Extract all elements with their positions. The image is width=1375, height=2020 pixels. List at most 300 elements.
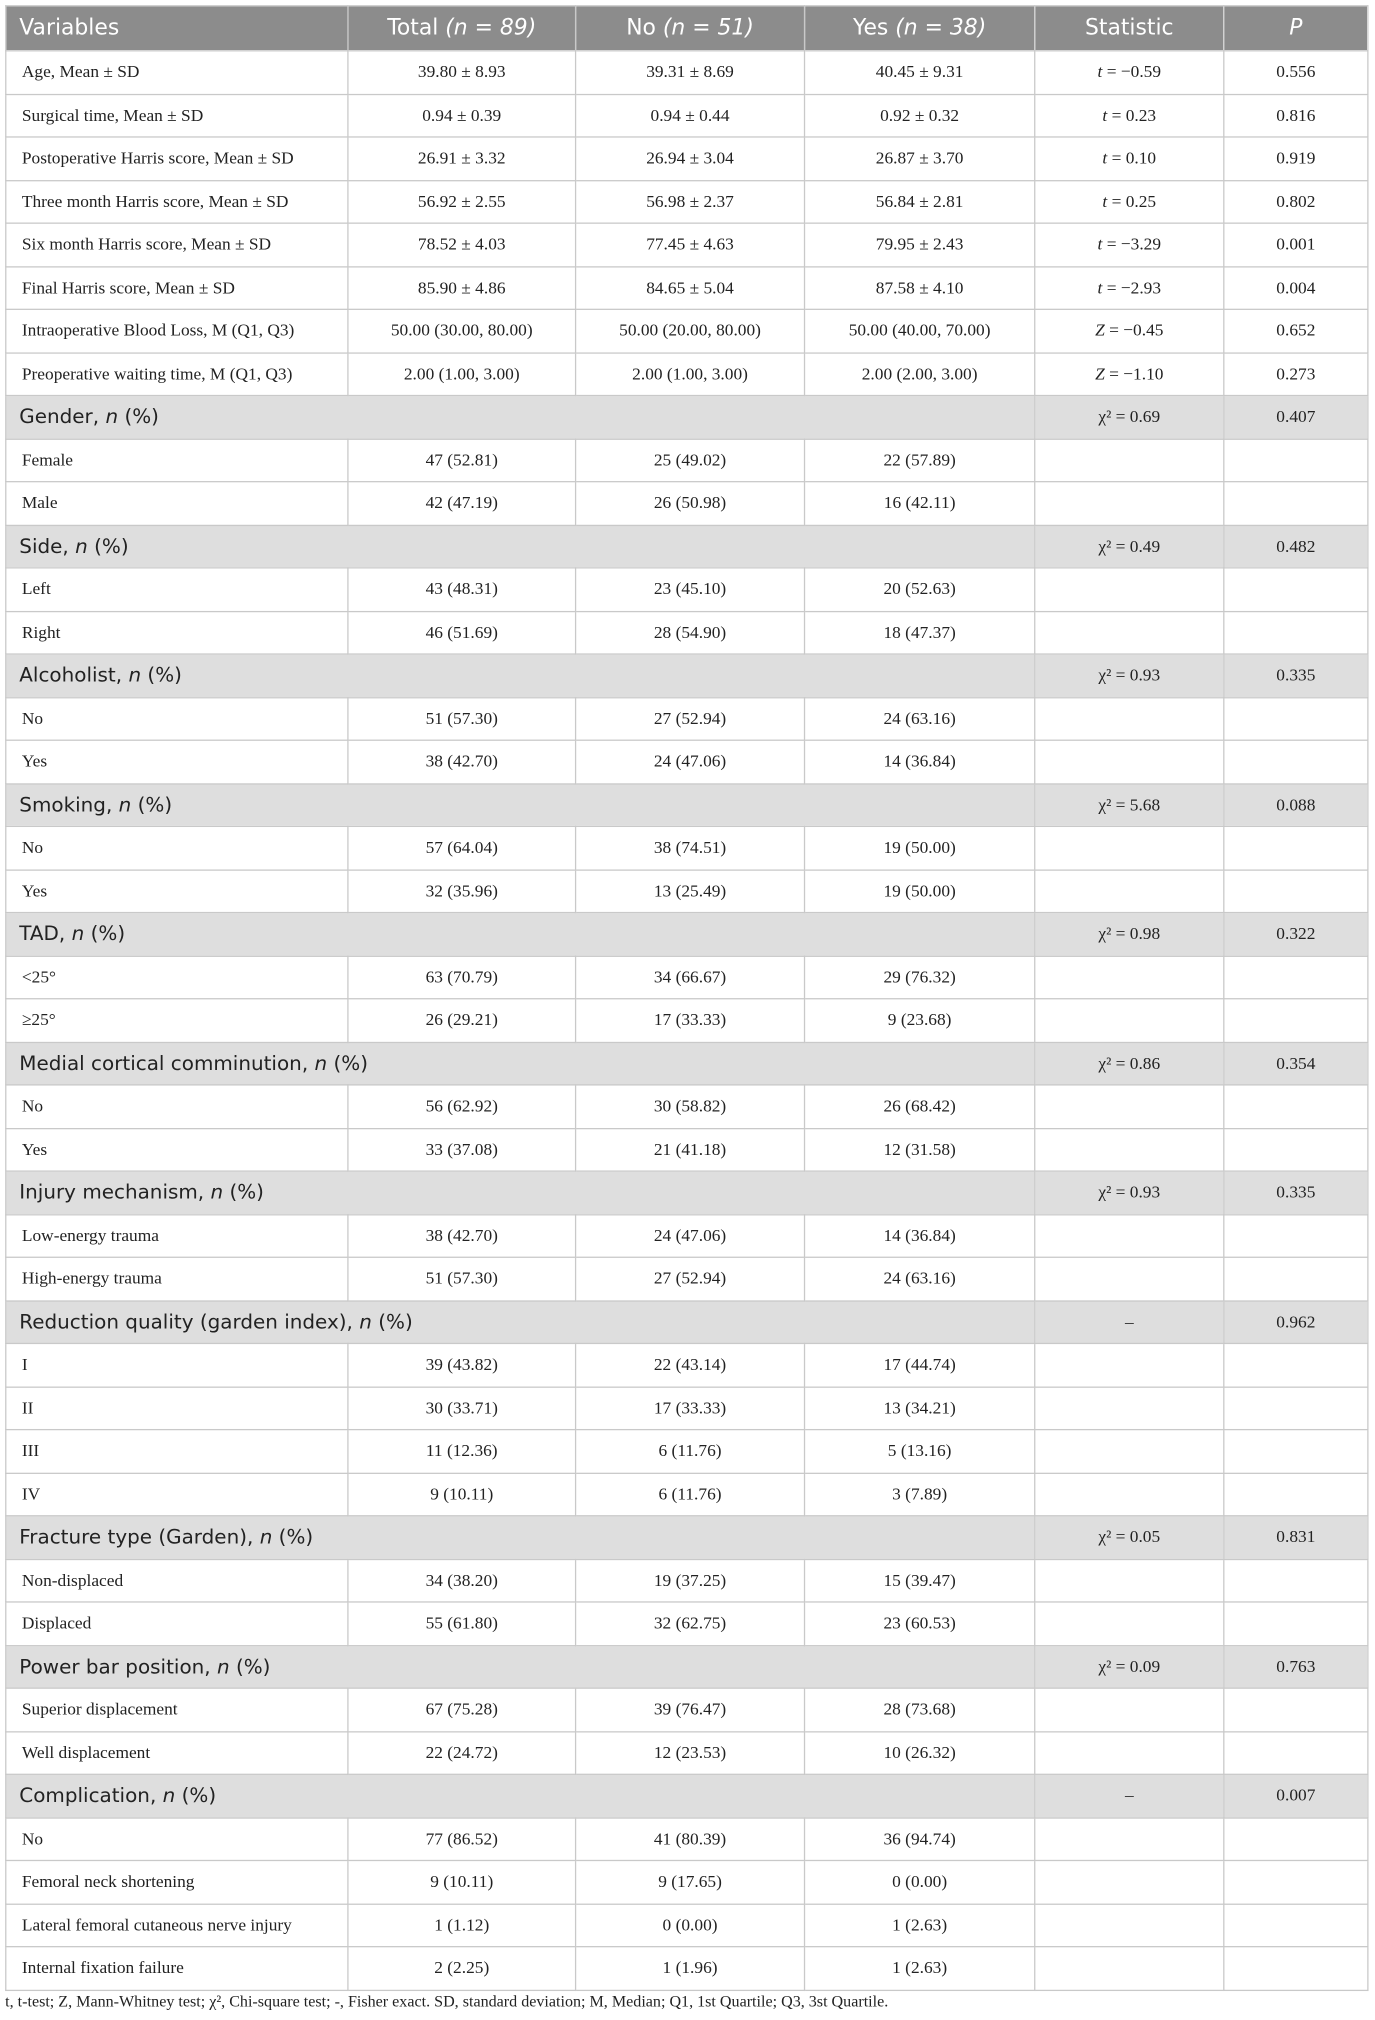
group-row (6, 396, 1368, 439)
group-suffix: (%) (94, 534, 129, 558)
p-empty (1224, 999, 1368, 1042)
yes-value: 13 (34.21) (805, 1387, 1035, 1430)
yes-value: 87.58 ± 4.10 (805, 266, 1035, 309)
variable-label: Three month Harris score, Mean ± SD (6, 180, 348, 223)
group-separator: , (247, 1525, 260, 1549)
yes-value: 26.87 ± 3.70 (805, 137, 1035, 180)
table-row (6, 1602, 1368, 1645)
p-empty (1224, 568, 1368, 611)
variable-label: Final Harris score, Mean ± SD (6, 266, 348, 309)
variable-label: Postoperative Harris score, Mean ± SD (6, 137, 348, 180)
total-value: 51 (57.30) (348, 697, 576, 740)
category-label: Female (6, 439, 348, 482)
total-value: 9 (10.11) (348, 1473, 576, 1516)
group-suffix: (%) (90, 922, 126, 946)
p-empty (1224, 1559, 1368, 1602)
table-row (6, 1128, 1368, 1171)
group-title: Smoking (19, 793, 106, 817)
group-statistic: χ² = 0.98 (1035, 913, 1224, 956)
table-row (6, 697, 1368, 740)
category-label: No (6, 1085, 348, 1128)
total-value: 22 (24.72) (348, 1731, 576, 1774)
group-label (6, 1171, 1035, 1214)
category-label: Yes (6, 740, 348, 783)
p-value: 0.004 (1224, 266, 1368, 309)
group-title: Power bar position (19, 1655, 205, 1679)
category-label: No (6, 697, 348, 740)
p-empty (1224, 1860, 1368, 1903)
statistic-number: = 0.23 (1107, 105, 1157, 125)
no-value: 21 (41.18) (576, 1128, 805, 1171)
table-row (6, 1817, 1368, 1860)
category-label: Displaced (6, 1602, 348, 1645)
statistic-empty (1035, 1387, 1224, 1430)
table-row (6, 568, 1368, 611)
footnote: t, t-test; Z, Mann-Whitney test; χ², Chi-square test; -, Fisher exact. SD, standard deviation; M, Median; Q1, 1st Quartile; Q3, 3st Quartile. (5, 1992, 889, 2011)
total-value: 51 (57.30) (348, 1257, 576, 1300)
total-value: 50.00 (30.00, 80.00) (348, 309, 576, 352)
no-value: 28 (54.90) (576, 611, 805, 654)
group-statistic: χ² = 0.09 (1035, 1645, 1224, 1688)
table-row (6, 352, 1368, 395)
statistic-value (1035, 137, 1224, 180)
group-statistic: χ² = 0.69 (1035, 396, 1224, 439)
no-value: 12 (23.53) (576, 1731, 805, 1774)
group-label (6, 1774, 1035, 1817)
group-suffix: (%) (378, 1310, 413, 1334)
group-separator: , (92, 405, 106, 429)
group-separator: , (301, 1051, 315, 1075)
statistic-empty (1035, 1860, 1224, 1903)
statistic-value (1035, 94, 1224, 137)
yes-value: 0.92 ± 0.32 (805, 94, 1035, 137)
yes-value: 79.95 ± 2.43 (805, 223, 1035, 266)
table-row (6, 51, 1368, 94)
table-row (6, 1257, 1368, 1300)
category-label: No (6, 826, 348, 869)
total-value: 1 (1.12) (348, 1904, 576, 1947)
group-title: Alcoholist (19, 664, 116, 688)
statistic-symbol: t (1102, 105, 1108, 125)
table-row (6, 956, 1368, 999)
group-p-value: 0.962 (1224, 1300, 1368, 1343)
category-label: High-energy trauma (6, 1257, 348, 1300)
group-label (6, 1042, 1035, 1085)
group-label (6, 783, 1035, 826)
total-value: 47 (52.81) (348, 439, 576, 482)
p-value: 0.802 (1224, 180, 1368, 223)
statistic-empty (1035, 1817, 1224, 1860)
statistic-symbol: Z (1095, 320, 1105, 340)
table-row (6, 1731, 1368, 1774)
yes-value: 15 (39.47) (805, 1559, 1035, 1602)
yes-value: 56.84 ± 2.81 (805, 180, 1035, 223)
yes-value: 24 (63.16) (805, 1257, 1035, 1300)
statistic-value (1035, 223, 1224, 266)
p-empty (1224, 956, 1368, 999)
no-value: 17 (33.33) (576, 999, 805, 1042)
statistic-empty (1035, 482, 1224, 525)
group-title: TAD (19, 922, 59, 946)
statistic-empty (1035, 1947, 1224, 1990)
table-row (6, 266, 1368, 309)
statistic-number: = −0.45 (1104, 320, 1164, 340)
table-row (6, 1904, 1368, 1947)
group-separator: , (105, 793, 119, 817)
group-separator: , (197, 1181, 211, 1205)
table-row (6, 611, 1368, 654)
yes-value: 0 (0.00) (805, 1860, 1035, 1903)
statistic-empty (1035, 697, 1224, 740)
total-value: 9 (10.11) (348, 1860, 576, 1903)
group-label (6, 1516, 1035, 1559)
variable-label: Age, Mean ± SD (6, 51, 348, 94)
group-separator: , (346, 1310, 360, 1334)
statistic-empty (1035, 1214, 1224, 1257)
no-value: 6 (11.76) (576, 1430, 805, 1473)
p-empty (1224, 1731, 1368, 1774)
no-value: 19 (37.25) (576, 1559, 805, 1602)
group-label (6, 1645, 1035, 1688)
no-value: 9 (17.65) (576, 1860, 805, 1903)
group-statistic: χ² = 0.93 (1035, 654, 1224, 697)
category-label: Left (6, 568, 348, 611)
total-value: 57 (64.04) (348, 826, 576, 869)
table-row (6, 1085, 1368, 1128)
statistic-number: = 0.10 (1107, 148, 1157, 168)
group-p-value: 0.088 (1224, 783, 1368, 826)
yes-value: 20 (52.63) (805, 568, 1035, 611)
statistic-empty (1035, 999, 1224, 1042)
category-label: Superior displacement (6, 1688, 348, 1731)
group-row (6, 654, 1368, 697)
table-row (6, 740, 1368, 783)
variable-label: Surgical time, Mean ± SD (6, 94, 348, 137)
statistic-empty (1035, 1559, 1224, 1602)
yes-value: 17 (44.74) (805, 1343, 1035, 1386)
p-empty (1224, 1343, 1368, 1386)
p-empty (1224, 1602, 1368, 1645)
group-statistic: χ² = 0.49 (1035, 525, 1224, 568)
yes-value: 24 (63.16) (805, 697, 1035, 740)
group-separator: , (115, 664, 129, 688)
statistic-symbol: t (1102, 148, 1108, 168)
group-row (6, 1516, 1368, 1559)
group-n: n (118, 793, 132, 817)
group-title: Injury mechanism (19, 1181, 198, 1205)
variable-label: Preoperative waiting time, M (Q1, Q3) (6, 352, 348, 395)
no-value: 38 (74.51) (576, 826, 805, 869)
statistic-number: = 0.25 (1107, 191, 1157, 211)
no-value: 17 (33.33) (576, 1387, 805, 1430)
table-row (6, 1430, 1368, 1473)
header-row (6, 6, 1368, 51)
yes-value: 23 (60.53) (805, 1602, 1035, 1645)
statistic-number: = −3.29 (1102, 234, 1162, 254)
no-value: 25 (49.02) (576, 439, 805, 482)
category-label: Well displacement (6, 1731, 348, 1774)
statistic-empty (1035, 869, 1224, 912)
group-p-value: 0.322 (1224, 913, 1368, 956)
no-value: 23 (45.10) (576, 568, 805, 611)
total-value: 42 (47.19) (348, 482, 576, 525)
no-value: 26 (50.98) (576, 482, 805, 525)
group-suffix: (%) (124, 405, 159, 429)
header-variables: Variables (6, 6, 348, 51)
yes-value: 36 (94.74) (805, 1817, 1035, 1860)
yes-value: 22 (57.89) (805, 439, 1035, 482)
table-row (6, 1860, 1368, 1903)
statistic-symbol: t (1097, 62, 1103, 82)
group-n: n (75, 534, 88, 558)
no-value: 41 (80.39) (576, 1817, 805, 1860)
category-label: II (6, 1387, 348, 1430)
table-row (6, 1559, 1368, 1602)
group-title: Gender (19, 405, 93, 429)
yes-value: 1 (2.63) (805, 1947, 1035, 1990)
group-n: n (359, 1310, 372, 1334)
group-statistic: χ² = 0.86 (1035, 1042, 1224, 1085)
group-title: Reduction quality (garden index) (19, 1310, 347, 1334)
category-label: I (6, 1343, 348, 1386)
header-yes: Yes (n = 38) (805, 6, 1035, 51)
total-value: 46 (51.69) (348, 611, 576, 654)
table-row (6, 869, 1368, 912)
yes-value: 1 (2.63) (805, 1904, 1035, 1947)
table-row (6, 439, 1368, 482)
no-value: 77.45 ± 4.63 (576, 223, 805, 266)
yes-value: 9 (23.68) (805, 999, 1035, 1042)
yes-value: 5 (13.16) (805, 1430, 1035, 1473)
group-label (6, 396, 1035, 439)
group-separator: , (204, 1655, 217, 1679)
statistic-empty (1035, 740, 1224, 783)
header-p: P (1224, 6, 1368, 51)
category-label: No (6, 1817, 348, 1860)
category-label: Femoral neck shortening (6, 1860, 348, 1903)
group-separator: , (58, 922, 72, 946)
p-empty (1224, 1387, 1368, 1430)
p-empty (1224, 1473, 1368, 1516)
category-label: Yes (6, 869, 348, 912)
yes-value: 14 (36.84) (805, 1214, 1035, 1257)
group-p-value: 0.335 (1224, 654, 1368, 697)
statistic-value (1035, 309, 1224, 352)
table-row (6, 1343, 1368, 1386)
yes-value: 16 (42.11) (805, 482, 1035, 525)
yes-value: 29 (76.32) (805, 956, 1035, 999)
group-row (6, 525, 1368, 568)
results-table (5, 5, 1368, 1990)
header-total: Total (n = 89) (348, 6, 576, 51)
p-value: 0.652 (1224, 309, 1368, 352)
group-suffix: (%) (278, 1525, 314, 1549)
variable-label: Intraoperative Blood Loss, M (Q1, Q3) (6, 309, 348, 352)
no-value: 13 (25.49) (576, 869, 805, 912)
total-value: 26 (29.21) (348, 999, 576, 1042)
group-suffix: (%) (333, 1051, 368, 1075)
no-value: 56.98 ± 2.37 (576, 180, 805, 223)
table-row (6, 1473, 1368, 1516)
statistic-value (1035, 180, 1224, 223)
statistic-empty (1035, 1731, 1224, 1774)
group-label (6, 654, 1035, 697)
table-row (6, 999, 1368, 1042)
table-row (6, 826, 1368, 869)
no-value: 34 (66.67) (576, 956, 805, 999)
p-value: 0.273 (1224, 352, 1368, 395)
yes-value: 18 (47.37) (805, 611, 1035, 654)
yes-value: 40.45 ± 9.31 (805, 51, 1035, 94)
group-suffix: (%) (229, 1181, 264, 1205)
yes-value: 12 (31.58) (805, 1128, 1035, 1171)
statistic-empty (1035, 568, 1224, 611)
yes-value: 10 (26.32) (805, 1731, 1035, 1774)
statistic-empty (1035, 1430, 1224, 1473)
group-p-value: 0.335 (1224, 1171, 1368, 1214)
table-row (6, 1387, 1368, 1430)
group-statistic: χ² = 5.68 (1035, 783, 1224, 826)
group-n: n (128, 664, 142, 688)
table-row (6, 309, 1368, 352)
group-p-value: 0.007 (1224, 1774, 1368, 1817)
no-value: 22 (43.14) (576, 1343, 805, 1386)
statistic-value (1035, 352, 1224, 395)
total-value: 38 (42.70) (348, 1214, 576, 1257)
total-value: 32 (35.96) (348, 869, 576, 912)
statistic-empty (1035, 956, 1224, 999)
p-empty (1224, 826, 1368, 869)
table-row (6, 137, 1368, 180)
total-value: 2 (2.25) (348, 1947, 576, 1990)
total-value: 56.92 ± 2.55 (348, 180, 576, 223)
no-value: 50.00 (20.00, 80.00) (576, 309, 805, 352)
p-empty (1224, 1688, 1368, 1731)
p-empty (1224, 1817, 1368, 1860)
p-empty (1224, 1904, 1368, 1947)
statistic-empty (1035, 1473, 1224, 1516)
statistic-number: = −2.93 (1102, 277, 1162, 297)
group-statistic: χ² = 0.05 (1035, 1516, 1224, 1559)
group-p-value: 0.763 (1224, 1645, 1368, 1688)
group-p-value: 0.831 (1224, 1516, 1368, 1559)
statistic-symbol: t (1102, 191, 1108, 211)
no-value: 2.00 (1.00, 3.00) (576, 352, 805, 395)
category-label: Internal fixation failure (6, 1947, 348, 1990)
p-empty (1224, 1214, 1368, 1257)
p-value: 0.001 (1224, 223, 1368, 266)
statistic-empty (1035, 1602, 1224, 1645)
group-n: n (105, 405, 119, 429)
p-empty (1224, 740, 1368, 783)
group-row (6, 1042, 1368, 1085)
group-title: Medial cortical comminution (19, 1051, 302, 1075)
category-label: Male (6, 482, 348, 525)
group-p-value: 0.482 (1224, 525, 1368, 568)
total-value: 55 (61.80) (348, 1602, 576, 1645)
group-statistic: χ² = 0.93 (1035, 1171, 1224, 1214)
variable-label: Six month Harris score, Mean ± SD (6, 223, 348, 266)
category-label: Yes (6, 1128, 348, 1171)
statistic-empty (1035, 1085, 1224, 1128)
p-empty (1224, 1947, 1368, 1990)
p-empty (1224, 1085, 1368, 1128)
group-row (6, 913, 1368, 956)
group-label (6, 525, 1035, 568)
no-value: 30 (58.82) (576, 1085, 805, 1128)
table-body (6, 51, 1368, 1990)
table-row (6, 1214, 1368, 1257)
total-value: 39.80 ± 8.93 (348, 51, 576, 94)
p-empty (1224, 1128, 1368, 1171)
statistic-empty (1035, 826, 1224, 869)
group-suffix: (%) (235, 1655, 271, 1679)
total-value: 34 (38.20) (348, 1559, 576, 1602)
total-value: 43 (48.31) (348, 568, 576, 611)
group-statistic: – (1035, 1300, 1224, 1343)
yes-value: 50.00 (40.00, 70.00) (805, 309, 1035, 352)
group-row (6, 1774, 1368, 1817)
no-value: 24 (47.06) (576, 1214, 805, 1257)
yes-value: 19 (50.00) (805, 869, 1035, 912)
total-value: 26.91 ± 3.32 (348, 137, 576, 180)
group-statistic: – (1035, 1774, 1224, 1817)
no-value: 32 (62.75) (576, 1602, 805, 1645)
statistic-empty (1035, 439, 1224, 482)
group-title: Fracture type (Garden) (19, 1525, 248, 1549)
header-no: No (n = 51) (576, 6, 805, 51)
total-value: 85.90 ± 4.86 (348, 266, 576, 309)
no-value: 0 (0.00) (576, 1904, 805, 1947)
p-empty (1224, 697, 1368, 740)
statistic-symbol: Z (1095, 363, 1105, 383)
group-suffix: (%) (147, 664, 182, 688)
category-label: III (6, 1430, 348, 1473)
no-value: 84.65 ± 5.04 (576, 266, 805, 309)
statistic-empty (1035, 1904, 1224, 1947)
group-row (6, 1645, 1368, 1688)
group-n: n (314, 1051, 328, 1075)
p-value: 0.919 (1224, 137, 1368, 180)
group-suffix: (%) (181, 1784, 217, 1808)
table-row (6, 180, 1368, 223)
yes-value: 26 (68.42) (805, 1085, 1035, 1128)
no-value: 26.94 ± 3.04 (576, 137, 805, 180)
total-value: 39 (43.82) (348, 1343, 576, 1386)
p-empty (1224, 1257, 1368, 1300)
no-value: 39.31 ± 8.69 (576, 51, 805, 94)
group-suffix: (%) (137, 793, 173, 817)
category-label: ≥25° (6, 999, 348, 1042)
p-empty (1224, 869, 1368, 912)
table-row (6, 1688, 1368, 1731)
p-empty (1224, 482, 1368, 525)
group-title: Complication (19, 1784, 150, 1808)
group-n: n (259, 1525, 273, 1549)
category-label: Non-displaced (6, 1559, 348, 1602)
statistic-number: = −0.59 (1102, 62, 1162, 82)
yes-value: 19 (50.00) (805, 826, 1035, 869)
category-label: <25° (6, 956, 348, 999)
no-value: 1 (1.96) (576, 1947, 805, 1990)
p-empty (1224, 439, 1368, 482)
group-title: Side (19, 534, 63, 558)
p-value: 0.556 (1224, 51, 1368, 94)
group-p-value: 0.407 (1224, 396, 1368, 439)
total-value: 67 (75.28) (348, 1688, 576, 1731)
group-n: n (71, 922, 85, 946)
category-label: Low-energy trauma (6, 1214, 348, 1257)
